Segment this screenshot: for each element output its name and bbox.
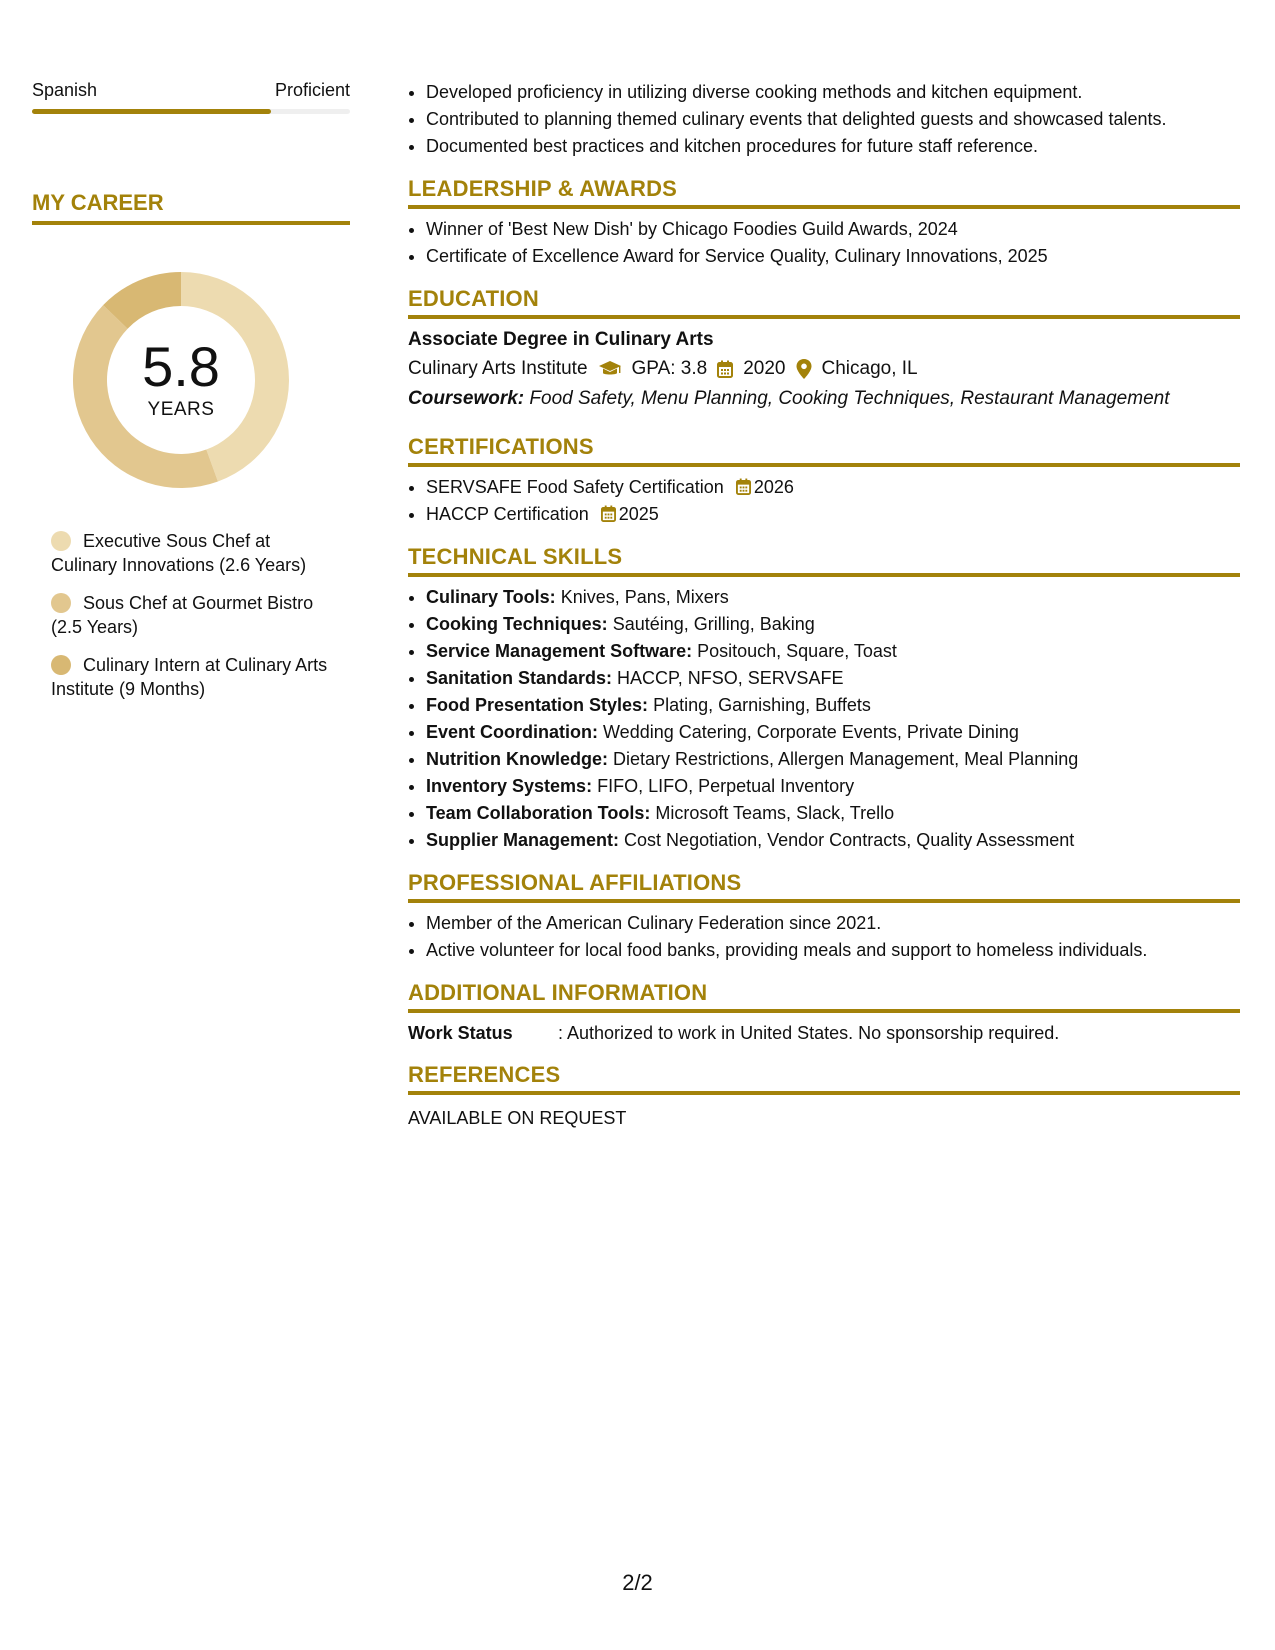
education-degree: Associate Degree in Culinary Arts [408,329,714,350]
calendar-icon [601,505,616,522]
skill-label: Cooking Techniques: [426,614,608,634]
skill-label: Service Management Software: [426,641,693,661]
skill-label: Nutrition Knowledge: [426,749,608,769]
education-location: Chicago, IL [821,358,918,379]
page-number: 2/2 [622,1570,653,1595]
left-column [32,80,350,715]
legend-dot [51,531,71,551]
education-heading: EDUCATION [408,286,1240,319]
affiliations-heading: PROFESSIONAL AFFILIATIONS [408,870,1240,903]
list-item: • Certificate of Excellence Award for Service Quality, Culinary Innovations, 2025 [426,243,1240,270]
career-legend [51,529,341,701]
skill-value: Positouch, Square, Toast [697,641,897,661]
skill-label: Team Collaboration Tools: [426,803,651,823]
skills-list [408,584,1240,854]
list-item [426,746,1240,773]
language-proficiency-bar [32,109,350,114]
skill-label: Supplier Management: [426,830,620,850]
list-item [426,474,1240,501]
skill-label: Inventory Systems: [426,776,593,796]
certifications-list [408,474,1240,528]
work-status-value: : Authorized to work in United States. No sponsorship required. [558,1023,1060,1043]
skill-value: FIFO, LIFO, Perpetual Inventory [597,776,855,796]
career-heading: MY CAREER [32,190,350,225]
skills-heading: TECHNICAL SKILLS [408,544,1240,577]
career-total-unit: YEARS [147,399,215,420]
list-item [426,692,1240,719]
list-item: • Developed proficiency in utilizing diverse cooking methods and kitchen equipment. [426,79,1240,106]
skill-label: Sanitation Standards: [426,668,613,688]
career-total-years: 5.8 [142,335,220,398]
additional-info-heading: ADDITIONAL INFORMATION [408,980,1240,1013]
language-proficiency-fill [32,109,271,114]
career-donut-chart [66,265,296,495]
list-item: • Documented best practices and kitchen procedures for future staff reference. [426,133,1240,160]
calendar-icon [717,360,733,378]
skill-value: Sautéing, Grilling, Baking [612,614,815,634]
certification-year: 2025 [618,504,659,524]
references-heading: REFERENCES [408,1062,1240,1095]
skill-value: HACCP, NFSO, SERVSAFE [617,668,844,688]
right-column [408,79,1240,1131]
legend-item [51,591,341,639]
legend-label: Executive Sous Chef at Culinary Innovations (2.6 Years) [51,531,307,575]
legend-label: Culinary Intern at Culinary Arts Institute (9 Months) [51,655,328,699]
list-item [426,638,1240,665]
calendar-icon [736,478,751,495]
list-item [426,584,1240,611]
experience-bullets [408,79,1240,160]
certification-year: 2026 [753,477,794,497]
skill-value: Knives, Pans, Mixers [560,587,729,607]
leadership-heading: LEADERSHIP & AWARDS [408,176,1240,209]
language-name: Spanish [32,80,98,100]
language-level: Proficient [274,80,350,100]
certifications-heading: CERTIFICATIONS [408,434,1240,467]
skill-value: Cost Negotiation, Vendor Contracts, Quality Assessment [624,830,1075,850]
coursework-value: Food Safety, Menu Planning, Cooking Techniques, Restaurant Management [529,388,1170,409]
skill-label: Event Coordination: [426,722,598,742]
coursework-label: Coursework: [408,388,525,409]
list-item: • Active volunteer for local food banks, providing meals and support to homeless individuals. [426,937,1240,964]
affiliations-list [408,910,1240,964]
skill-value: Microsoft Teams, Slack, Trello [655,803,895,823]
list-item: • Winner of 'Best New Dish' by Chicago Foodies Guild Awards, 2024 [426,216,1240,243]
donut-center [66,265,296,495]
skill-value: Wedding Catering, Corporate Events, Private Dining [603,722,1019,742]
skill-label: Food Presentation Styles: [426,695,649,715]
language-row [32,80,350,101]
skill-value: Dietary Restrictions, Allergen Management, Meal Planning [613,749,1079,769]
certification-name: SERVSAFE Food Safety Certification [426,477,724,497]
education-meta [408,354,1240,384]
education-coursework [408,384,1240,414]
map-pin-icon [796,359,812,379]
references-text: AVAILABLE ON REQUEST [408,1108,627,1128]
list-item [426,501,1240,528]
skill-label: Culinary Tools: [426,587,556,607]
leadership-list [408,216,1240,270]
list-item [426,827,1240,854]
list-item [426,800,1240,827]
certification-name: HACCP Certification [426,504,589,524]
education-school: Culinary Arts Institute [408,358,588,379]
list-item: • Member of the American Culinary Federation since 2021. [426,910,1240,937]
list-item: • Contributed to planning themed culinary events that delighted guests and showcased talents. [426,106,1240,133]
skill-value: Plating, Garnishing, Buffets [653,695,871,715]
education-gpa: GPA: 3.8 [631,358,708,379]
graduation-cap-icon [598,360,622,378]
work-status-row [408,1020,1240,1046]
legend-dot [51,593,71,613]
legend-item [51,653,341,701]
education-year: 2020 [743,358,786,379]
legend-label: Sous Chef at Gourmet Bistro (2.5 Years) [51,593,314,637]
legend-dot [51,655,71,675]
list-item [426,665,1240,692]
list-item [426,719,1240,746]
list-item [426,611,1240,638]
list-item [426,773,1240,800]
legend-item [51,529,341,577]
work-status-label: Work Status [408,1023,513,1043]
